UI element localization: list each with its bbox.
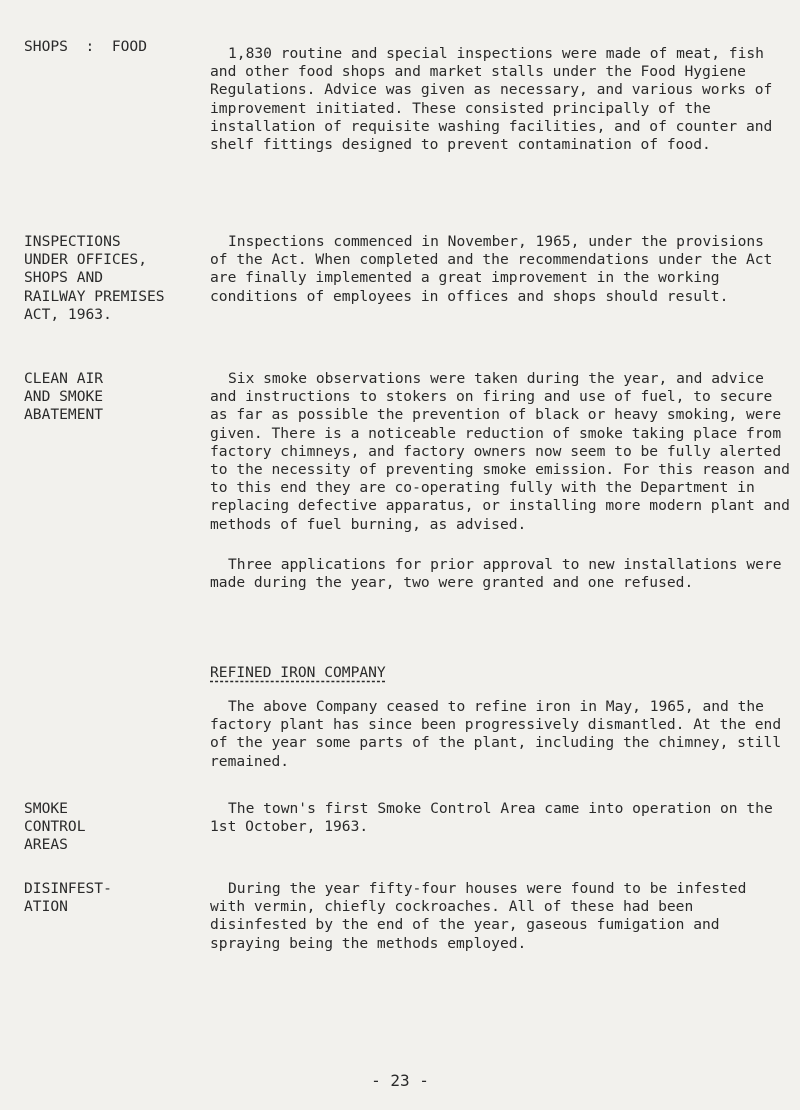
refined-iron-subheading: REFINED IRON COMPANY bbox=[210, 664, 386, 681]
clean-air-paragraph-1: Six smoke observations were taken during the year, and advice and instructions to stokers on firing and use of fuel, to secure as far as possible the prevention of black or heavy smoking, were given. There is a noticeable reduction of smoke taking place from factory chimneys, and factory owners now seem to be fully alerted to the necessity of preventing smoke emission. For this reason and to this end they are co-operating fully with the Department in replacing defective apparatus, or installing more modern plant and methods of fuel burning, as advised. bbox=[210, 370, 790, 533]
disinfestation-text bbox=[210, 880, 790, 953]
disinfestation-paragraph: During the year fifty-four houses were found to be infested with vermin, chiefly cockroaches. All of these had been disinfested by the end of the year, gaseous fumigation and spraying being the methods employed. bbox=[210, 880, 747, 952]
heading-shops-food: SHOPS : FOOD bbox=[24, 38, 148, 55]
clean-air-text bbox=[210, 370, 790, 592]
shops-food-paragraph: 1,830 routine and special inspections were made of meat, fish and other food shops and market stalls under the Food Hygiene Regulations. Advice was given as necessary, and various works of improvement initiated. These consisted principally of the installation of requisite washing facilities, and of counter and shelf fittings designed to prevent contamination of food. bbox=[210, 45, 773, 154]
smoke-control-paragraph: The town's first Smoke Control Area came into operation on the 1st October, 1963. bbox=[210, 800, 773, 836]
heading-smoke-control: SMOKE CONTROL AREAS bbox=[24, 800, 86, 854]
page-number: - 23 - bbox=[371, 1071, 429, 1090]
clean-air-paragraph-2: Three applications for prior approval to new installations were made during the year, two were granted and one refused. bbox=[210, 555, 782, 592]
heading-disinfestation: DISINFEST- ATION bbox=[24, 880, 112, 916]
refined-iron-text bbox=[210, 698, 790, 771]
inspections-text bbox=[210, 233, 790, 306]
refined-iron-paragraph: The above Company ceased to refine iron in May, 1965, and the factory plant has since been progressively dismantled. At the end of the year some parts of the plant, including the chimney, still remained. bbox=[210, 698, 782, 770]
inspections-paragraph: Inspections commenced in November, 1965, under the provisions of the Act. When completed and the recommendations under the Act are finally implemented a great improvement in the working conditions of employees in offices and shops should result. bbox=[210, 233, 773, 305]
shops-food-text bbox=[210, 45, 790, 154]
heading-clean-air: CLEAN AIR AND SMOKE ABATEMENT bbox=[24, 370, 104, 424]
heading-inspections: INSPECTIONS UNDER OFFICES, SHOPS AND RAILWAY PREMISES ACT, 1963. bbox=[24, 233, 165, 323]
smoke-control-text bbox=[210, 800, 790, 836]
